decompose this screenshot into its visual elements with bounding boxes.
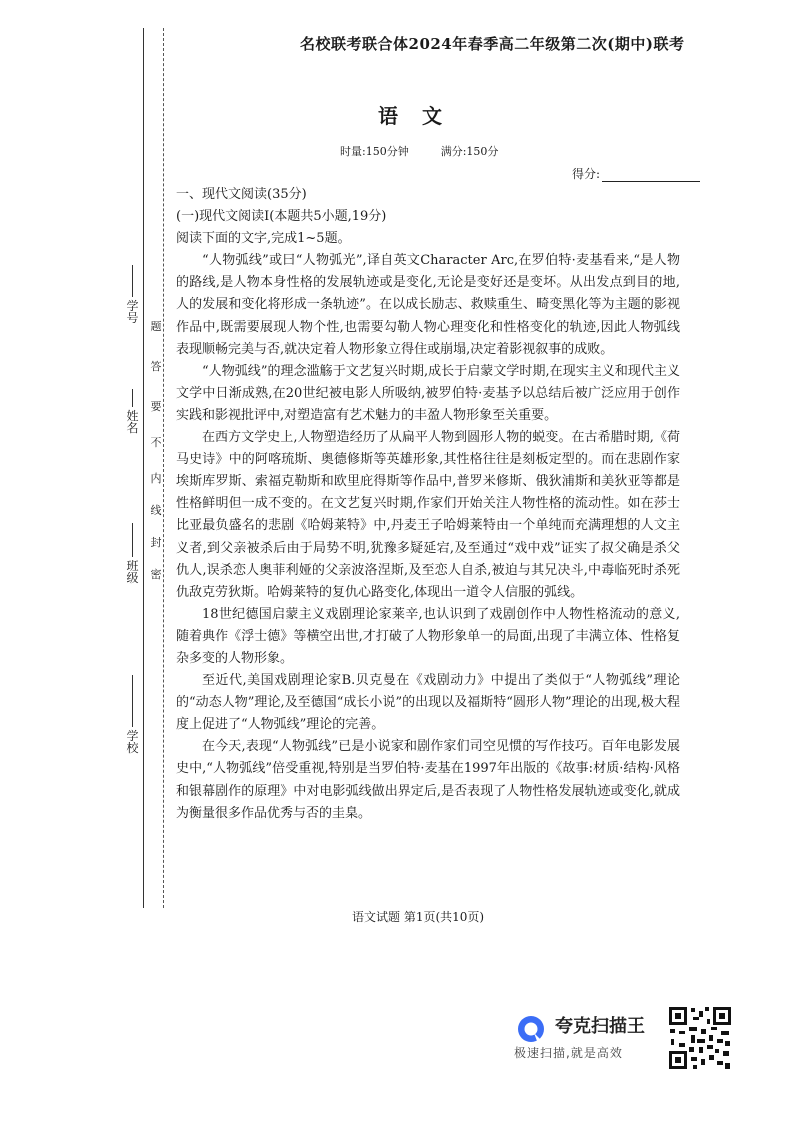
paragraph: 至近代,美国戏剧理论家B.贝克曼在《戏剧动力》中提出了类似于“人物弧线”理论的“动态人物”理论,及至德国“成长小说”的出现以及福斯特“圆形人物”理论的出现,极大程度上促进了“人物弧线”理论的完善。 xyxy=(176,673,680,733)
binding-line-dashed xyxy=(163,28,164,908)
exam-time: 时量:150分钟 xyxy=(340,145,409,158)
page-footer: 语文试题 第1页(共10页) xyxy=(352,910,485,924)
seal-char-6: 线 xyxy=(150,504,162,517)
instruction: 阅读下面的文字,完成1~5题。 xyxy=(176,231,351,247)
exam-meta xyxy=(340,143,498,159)
student-number-label: 学号 xyxy=(126,299,139,325)
paragraph: 在西方文学史上,人物塑造经历了从扁平人物到圆形人物的蜕变。在古希腊时期,《荷马史诗》中的阿喀琉斯、奥德修斯等英雄形象,其性格往往是刻板定型的。而在悲剧作家埃斯库罗斯、索福克勒斯和欧里庇得斯等作品中,普罗米修斯、俄狄浦斯和美狄亚等都是性格鲜明但一成不变的。在文艺复兴时期,作家们开始关注人物性格的流动性。如在莎士比亚最负盛名的悲剧《哈姆莱特》中,丹麦王子哈姆莱特由一个单纯而充满理想的人文主义者,到父亲被杀后由于局势不明,犹豫多疑延宕,及至通过“戏中戏”证实了叔父确是杀父仇人,误杀恋人奥菲利娅的父亲波洛涅斯,及至恋人自杀,被迫与其兄决斗,中毒临死时杀死仇敌克劳狄斯。哈姆莱特的复仇心路变化,体现出一道令人信服的弧线。 xyxy=(176,430,680,600)
class-field xyxy=(128,520,137,584)
class-label: 班级 xyxy=(126,559,139,585)
seal-char-2: 答 xyxy=(150,360,162,373)
paragraph: 在今天,表现“人物弧线”已是小说家和剧作家们司空见惯的写作技巧。百年电影发展史中,“人物弧线”倍受重视,特别是当罗伯特·麦基在1997年出版的《故事:材质·结构·风格和银幕剧作的原理》中对电影弧线做出界定后,是否表现了人物性格发展轨迹或变化,就成为衡量很多作品优秀与否的圭臬。 xyxy=(176,739,680,821)
exam-full-score: 满分:150分 xyxy=(440,145,499,158)
seal-char-3: 要 xyxy=(150,400,162,413)
reading-section xyxy=(176,184,680,825)
watermark-slogan: 极速扫描,就是高效 xyxy=(514,1046,623,1060)
paragraph: “人物弧线”或曰“人物弧光”,译自英文Character Arc,在罗伯特·麦基看来,“是人物的路线,是人物本身性格的发展轨迹或是变化,无论是变好还是变坏。从出发点到目的地,人的发展和变化将形成一条轨迹”。在以成长励志、救赎重生、畸变黑化等为主题的影视作品中,既需要展现人物个性,也需要勾勒人物心理变化和性格变化的轨迹,因此人物弧线表现顺畅完美与否,就决定着人物形象立得住或崩塌,决定着影视叙事的成败。 xyxy=(176,253,680,357)
name-blank xyxy=(132,389,133,407)
class-blank xyxy=(132,523,133,557)
subject-title: 语文 xyxy=(378,104,466,128)
student-number-blank xyxy=(132,265,133,297)
school-field xyxy=(128,672,137,754)
qr-code-icon xyxy=(667,1005,733,1071)
name-label: 姓名 xyxy=(126,409,139,435)
seal-char-7: 封 xyxy=(150,536,162,549)
seal-char-1: 题 xyxy=(150,320,162,333)
score-blank[interactable] xyxy=(602,169,700,182)
paragraph: 18世纪德国启蒙主义戏剧理论家莱辛,也认识到了戏剧创作中人物性格流动的意义,随着典作《浮士德》等横空出世,才打破了人物形象单一的局面,出现了丰满立体、性格复杂多变的人物形象。 xyxy=(176,606,680,666)
score-label: 得分: xyxy=(572,167,601,181)
score-box xyxy=(572,165,700,182)
name-field xyxy=(128,386,137,434)
seal-char-8: 密 xyxy=(150,568,162,581)
scanner-watermark xyxy=(513,1012,693,1068)
quark-logo-icon xyxy=(516,1014,546,1044)
school-blank xyxy=(132,675,133,727)
binding-line-outer xyxy=(143,28,144,908)
seal-char-4: 不 xyxy=(150,436,162,449)
seal-char-5: 内 xyxy=(150,472,162,485)
student-number-field xyxy=(128,262,137,324)
school-label: 学校 xyxy=(126,729,139,755)
watermark-brand: 夸克扫描王 xyxy=(555,1016,645,1037)
exam-title: 名校联考联合体2024年春季高二年级第二次(期中)联考 xyxy=(300,35,685,53)
paragraph: “人物弧线”的理念滥觞于文艺复兴时期,成长于启蒙文学时期,在现实主义和现代主义文学中日渐成熟,在20世纪被电影人所吸纳,被罗伯特·麦基予以总结后被广泛应用于创作实践和影视批评中,对塑造富有艺术魅力的丰盈人物形象至关重要。 xyxy=(176,363,680,423)
sub-heading: (一)现代文阅读Ⅰ(本题共5小题,19分) xyxy=(176,209,387,225)
section-heading: 一、现代文阅读(35分) xyxy=(176,187,307,202)
